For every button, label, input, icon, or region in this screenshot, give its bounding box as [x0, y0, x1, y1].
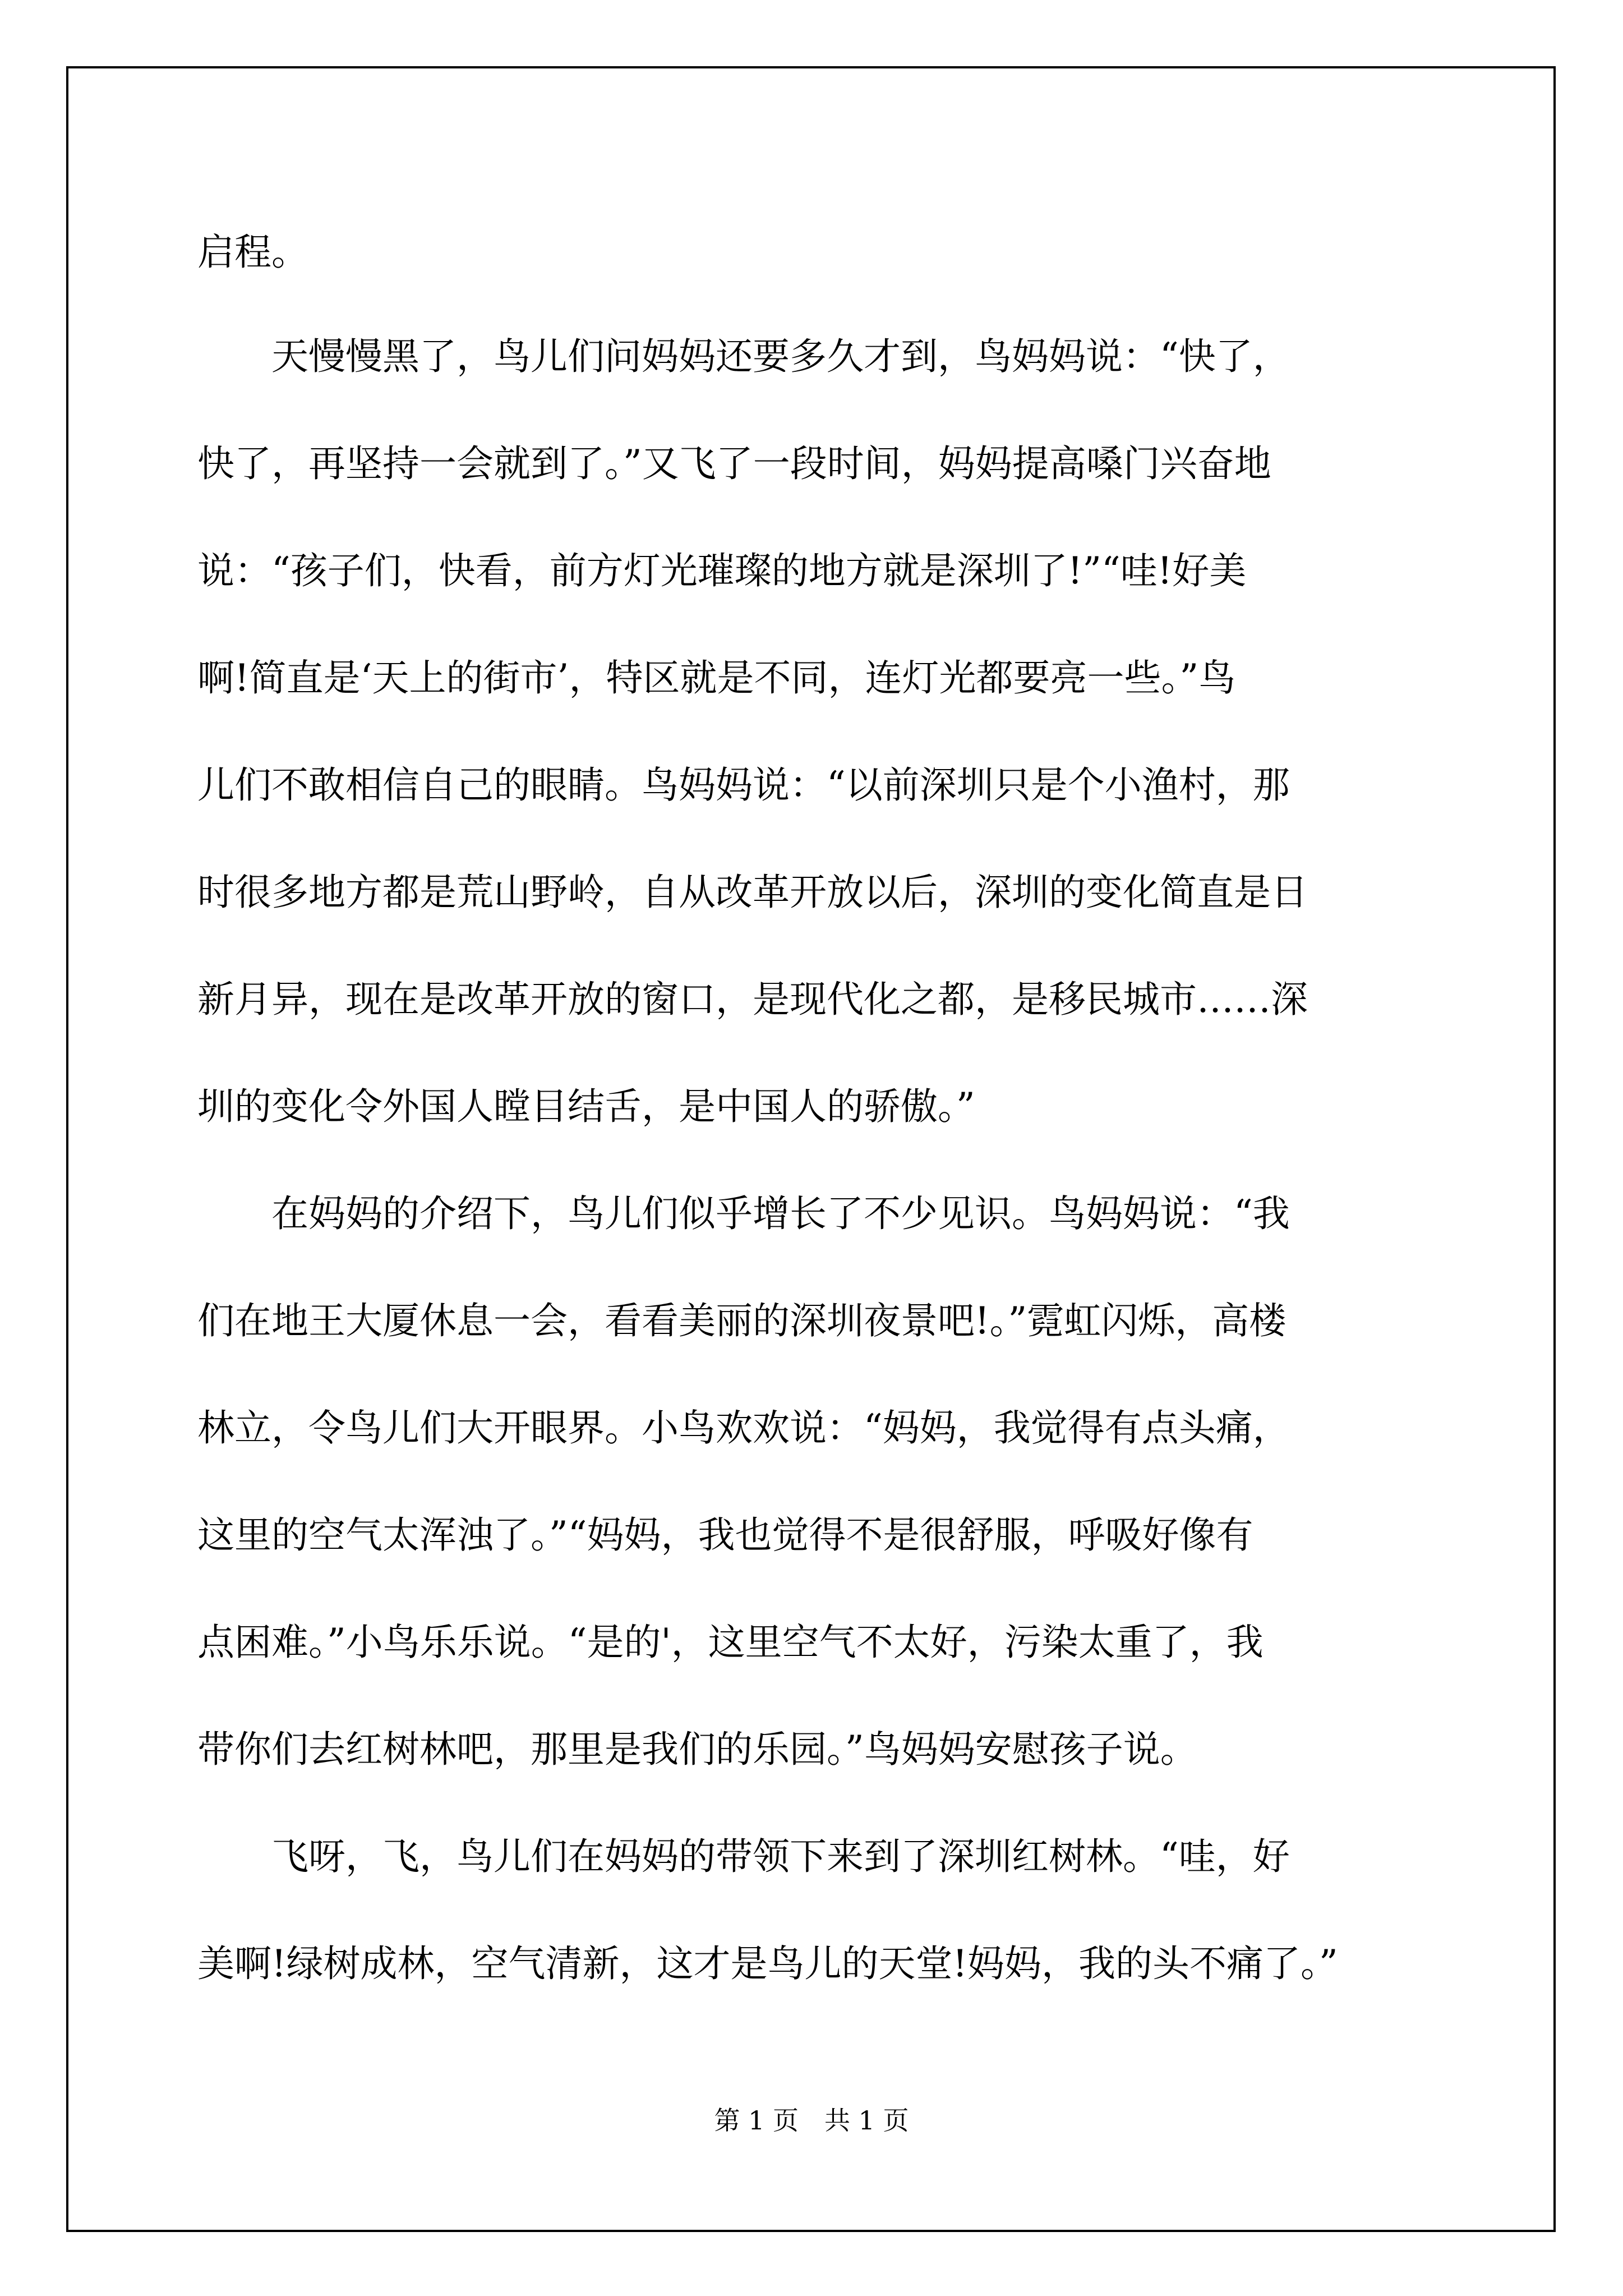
text-line: 飞呀，飞，鸟儿们在妈妈的带领下来到了深圳红树林。“哇，好 [197, 1835, 1290, 1878]
text-line: 天慢慢黑了，鸟儿们问妈妈还要多久才到，鸟妈妈说：“快了， [197, 335, 1290, 378]
text-line: 这里的空气太浑浊了。”“妈妈，我也觉得不是很舒服，呼吸好像有 [197, 1513, 1253, 1557]
text-line: 时很多地方都是荒山野岭，自从改革开放以后，深圳的变化简直是日 [197, 871, 1308, 914]
text-line: 带你们去红树林吧，那里是我们的乐园。”鸟妈妈安慰孩子说。 [197, 1728, 1197, 1771]
text-line: 圳的变化令外国人瞠目结舌，是中国人的骄傲。” [197, 1085, 975, 1128]
text-line: 说：“孩子们，快看，前方灯光璀璨的地方就是深圳了!”“哇!好美 [197, 549, 1247, 592]
text-line: 儿们不敢相信自己的眼睛。鸟妈妈说：“以前深圳只是个小渔村，那 [197, 763, 1290, 807]
page-footer: 第 1 页 共 1 页 [714, 2105, 909, 2136]
page-border [66, 66, 1556, 2232]
text-line: 林立，令鸟儿们大开眼界。小鸟欢欢说：“妈妈，我觉得有点头痛， [197, 1406, 1290, 1450]
text-line: 在妈妈的介绍下，鸟儿们似乎增长了不少见识。鸟妈妈说：“我 [197, 1192, 1290, 1235]
text-line: 新月异，现在是改革开放的窗口，是现代化之都，是移民城市……深 [197, 978, 1308, 1021]
text-line: 点困难。”小鸟乐乐说。“是的'，这里空气不太好，污染太重了，我 [197, 1621, 1264, 1664]
text-line: 快了，再坚持一会就到了。”又飞了一段时间，妈妈提高嗓门兴奋地 [197, 442, 1271, 485]
text-line: 们在地王大厦休息一会，看看美丽的深圳夜景吧!。”霓虹闪烁，高楼 [197, 1299, 1287, 1342]
text-line: 啊!简直是‘天上的街市’，特区就是不同，连灯光都要亮一些。”鸟 [197, 656, 1236, 700]
text-line: 启程。 [197, 231, 308, 274]
text-line: 美啊!绿树成林，空气清新，这才是鸟儿的天堂!妈妈，我的头不痛了。” [197, 1942, 1338, 1985]
